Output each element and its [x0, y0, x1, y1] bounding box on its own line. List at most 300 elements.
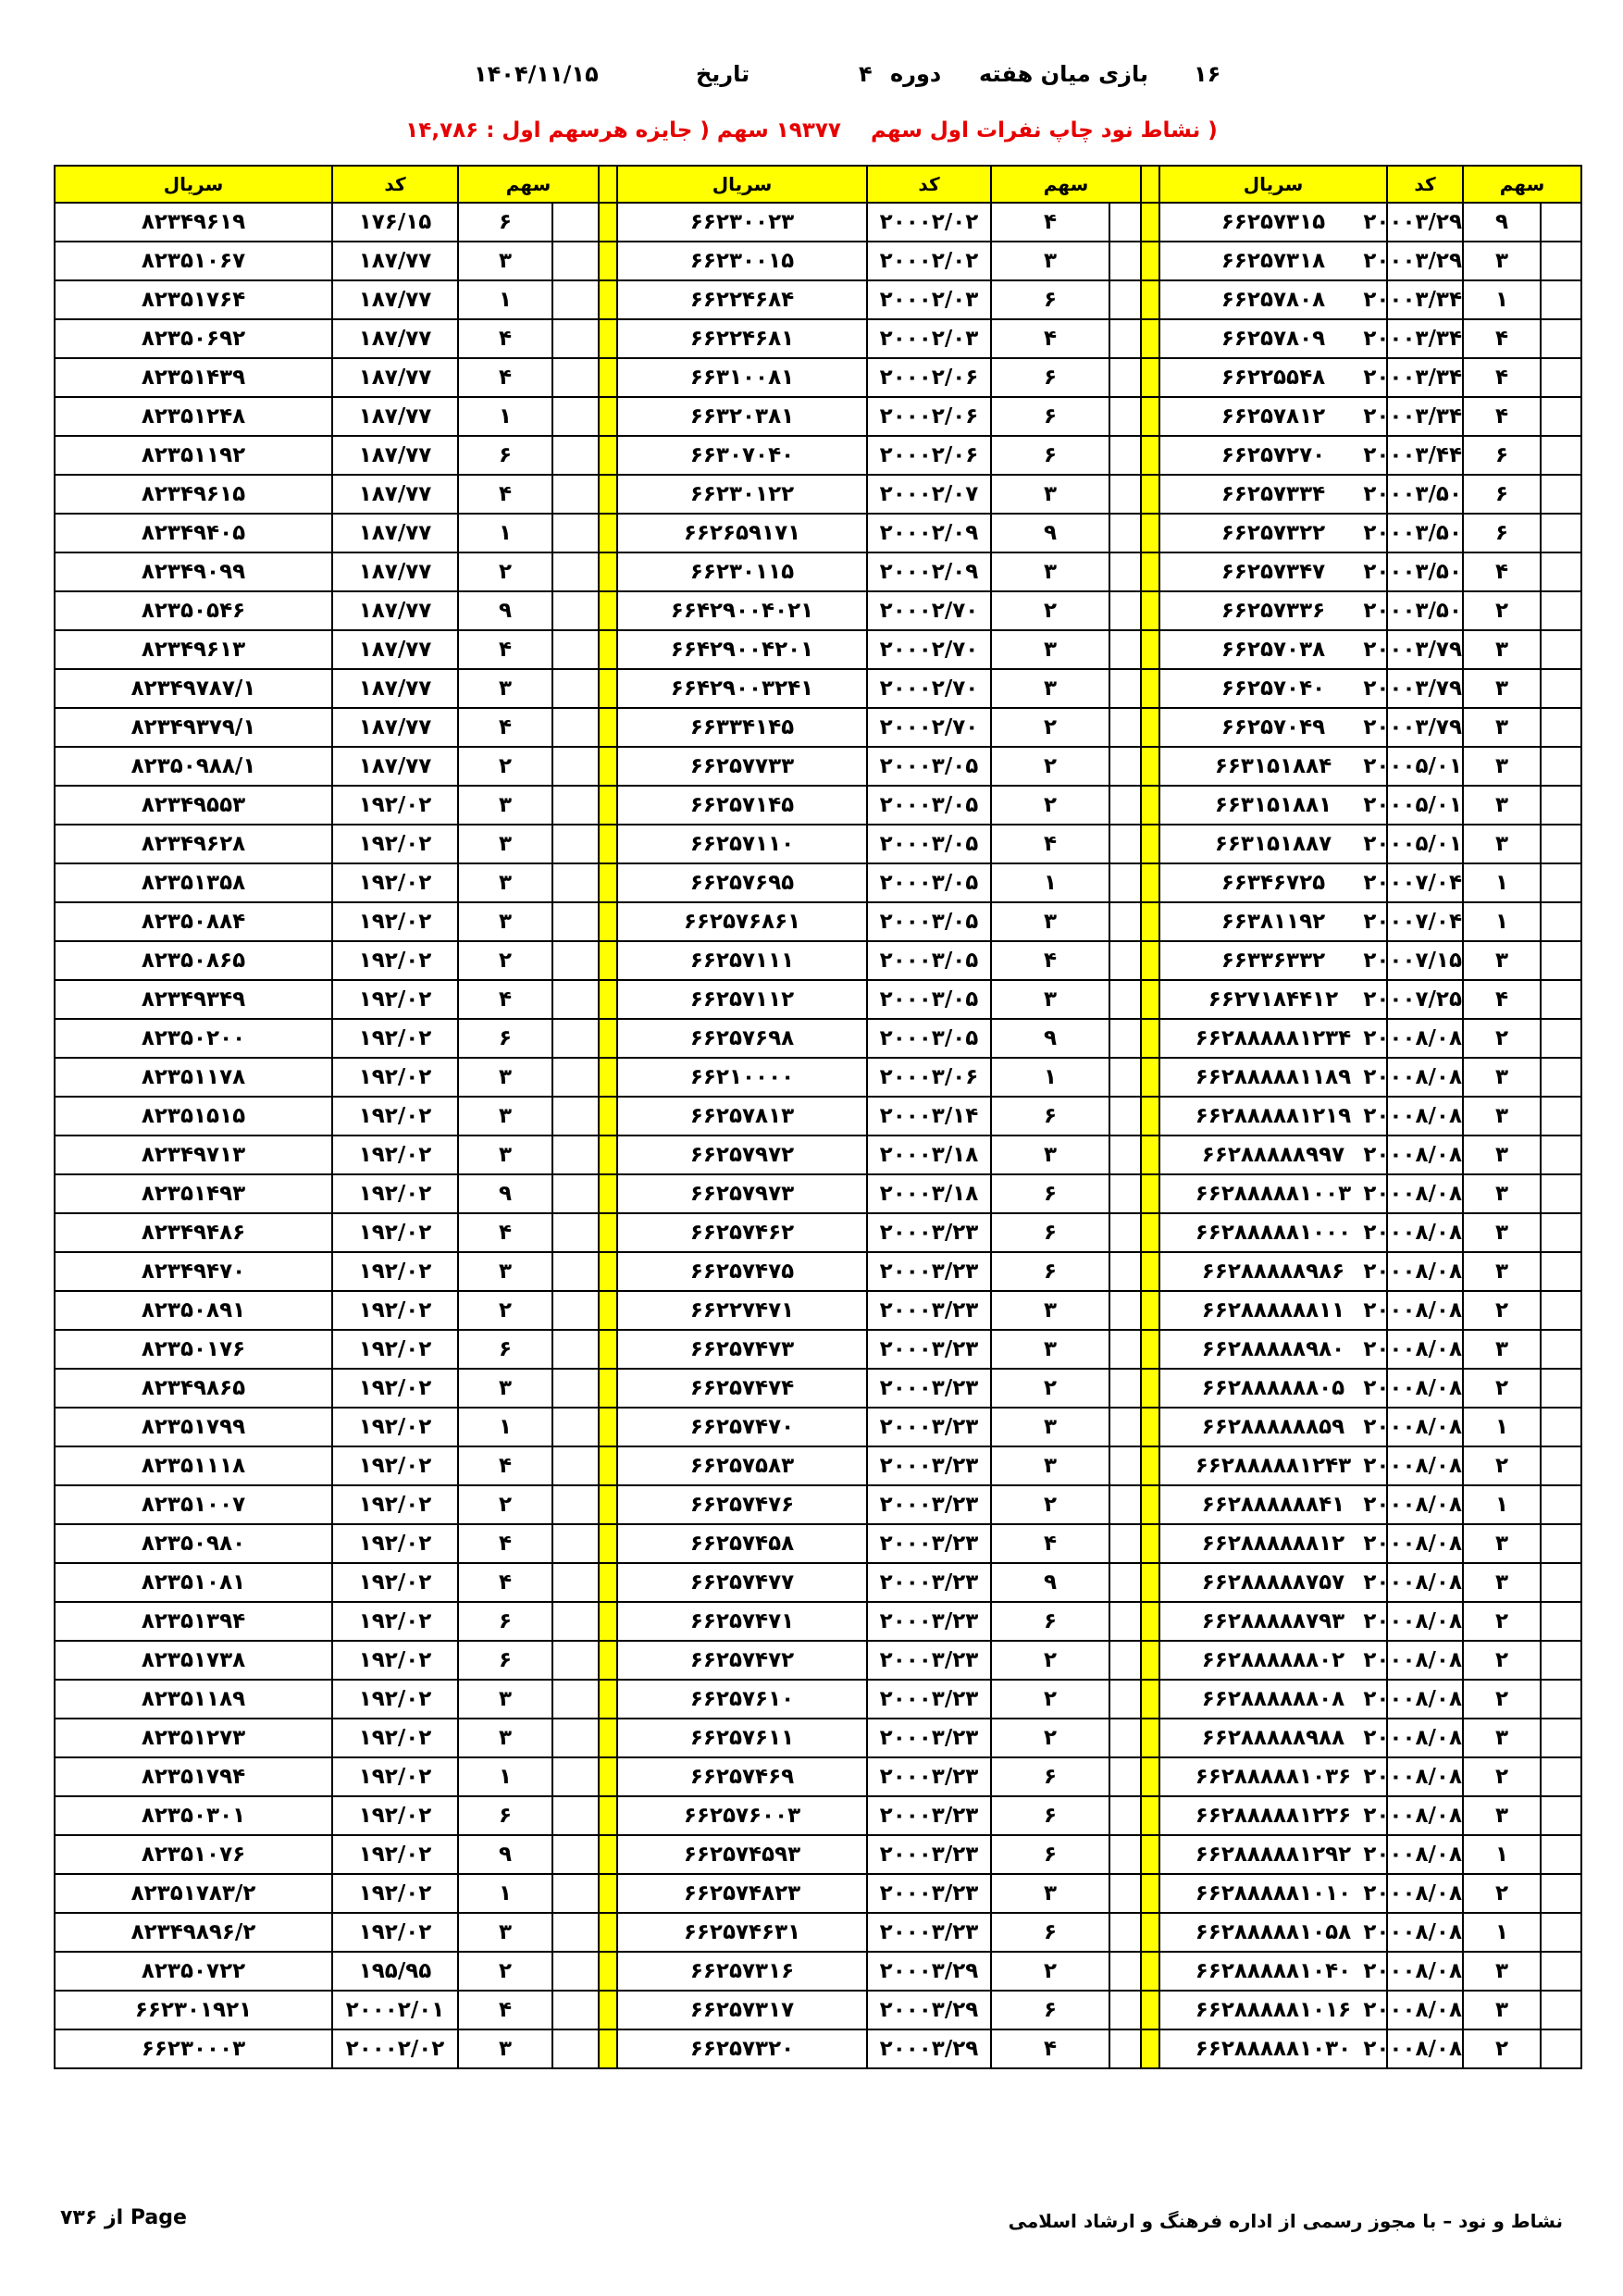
table-row [55, 1174, 1581, 1213]
cell-spacer [1109, 1485, 1141, 1524]
cell-spacer [1109, 1680, 1141, 1719]
cell-serial: ۶۶۲۵۷۸۰۹ [1159, 319, 1387, 358]
cell-share: ۳ [458, 902, 552, 941]
cell-code: ۱۹۲/۰۲ [332, 1446, 458, 1485]
cell-spacer [1541, 280, 1581, 319]
group-separator [599, 1952, 617, 1991]
cell-share: ۳ [991, 1446, 1109, 1485]
cell-spacer [1541, 2029, 1581, 2068]
cell-serial: ۶۶۲۳۰۰۲۳ [617, 203, 867, 242]
cell-serial: ۶۶۲۵۷۹۷۲ [617, 1136, 867, 1174]
cell-share: ۲ [1463, 1019, 1541, 1058]
group-separator [599, 1330, 617, 1369]
cell-code: ۱۹۵/۹۵ [332, 1952, 458, 1991]
cell-code: ۲۰۰۰۳/۷۹ [1387, 669, 1463, 708]
group-separator [1141, 1991, 1159, 2029]
cell-share: ۳ [1463, 708, 1541, 747]
group-separator [1141, 1719, 1159, 1757]
table-row [55, 242, 1581, 280]
cell-spacer [1109, 436, 1141, 475]
group-separator [1141, 242, 1159, 280]
table-row [55, 591, 1581, 630]
cell-code: ۲۰۰۰۸/۰۸ [1387, 1485, 1463, 1524]
group-separator [1141, 902, 1159, 941]
cell-code: ۲۰۰۰۲/۰۶ [867, 436, 991, 475]
cell-code: ۲۰۰۰۳/۲۹ [867, 2029, 991, 2068]
cell-share: ۲ [991, 1641, 1109, 1680]
cell-serial: ۸۲۳۵۱۱۷۸ [55, 1058, 332, 1097]
table-row [55, 552, 1581, 591]
group-separator [599, 397, 617, 436]
group-separator [1141, 1174, 1159, 1213]
cell-spacer [1541, 1019, 1581, 1058]
cell-serial: ۶۶۲۵۷۲۷۰ [1159, 436, 1387, 475]
group-separator [1141, 203, 1159, 242]
group-separator [1141, 1602, 1159, 1641]
col-header-serial: سریال [55, 166, 332, 203]
table-row [55, 1991, 1581, 2029]
cell-spacer [1109, 747, 1141, 786]
cell-spacer [1541, 1252, 1581, 1291]
period-value: ۴ [859, 61, 873, 87]
cell-code: ۲۰۰۰۳/۲۳ [867, 1913, 991, 1952]
cell-serial: ۶۶۲۸۸۸۸۸۱۰۴۰ [1159, 1952, 1387, 1991]
cell-code: ۱۹۲/۰۲ [332, 980, 458, 1019]
cell-code: ۲۰۰۰۸/۰۸ [1387, 1446, 1463, 1485]
table-row [55, 1563, 1581, 1602]
cell-spacer [552, 1136, 599, 1174]
table-row [55, 1291, 1581, 1330]
cell-code: ۱۸۷/۷۷ [332, 358, 458, 397]
cell-share: ۶ [991, 1757, 1109, 1796]
winners-summary [0, 118, 1623, 143]
cell-spacer [1109, 786, 1141, 825]
cell-share: ۱ [1463, 1408, 1541, 1446]
cell-share: ۱ [1463, 1485, 1541, 1524]
cell-share: ۱ [991, 1058, 1109, 1097]
cell-serial: ۶۶۲۸۸۸۸۸۱۰۱۰ [1159, 1874, 1387, 1913]
cell-spacer [552, 203, 599, 242]
cell-spacer [1109, 2029, 1141, 2068]
cell-share: ۲ [991, 1369, 1109, 1408]
cell-share: ۶ [458, 1602, 552, 1641]
group-separator [1141, 1913, 1159, 1952]
cell-code: ۱۹۲/۰۲ [332, 1524, 458, 1563]
cell-serial: ۶۶۲۲۴۶۸۱ [617, 319, 867, 358]
cell-spacer [1541, 1796, 1581, 1835]
table-row [55, 1874, 1581, 1913]
cell-serial: ۸۲۳۵۱۷۳۸ [55, 1641, 332, 1680]
table-row [55, 1369, 1581, 1408]
cell-spacer [1541, 1757, 1581, 1796]
table-row [55, 2029, 1581, 2068]
cell-share: ۶ [458, 1330, 552, 1369]
group-separator [1141, 1874, 1159, 1913]
cell-spacer [552, 1524, 599, 1563]
group-separator [599, 980, 617, 1019]
cell-serial: ۶۶۲۸۸۸۸۸۸۰۲ [1159, 1641, 1387, 1680]
cell-spacer [552, 786, 599, 825]
table-row [55, 708, 1581, 747]
cell-share: ۲ [1463, 1757, 1541, 1796]
cell-spacer [552, 552, 599, 591]
cell-serial: ۸۲۳۵۱۰۶۷ [55, 242, 332, 280]
cell-serial: ۸۲۳۵۰۸۶۵ [55, 941, 332, 980]
cell-spacer [1541, 1097, 1581, 1136]
cell-spacer [1109, 630, 1141, 669]
cell-share: ۳ [991, 1408, 1109, 1446]
cell-serial: ۶۶۲۸۸۸۸۸۱۰۰۳ [1159, 1174, 1387, 1213]
game-name: بازی میان هفته [979, 61, 1148, 87]
cell-share: ۳ [458, 1913, 552, 1952]
cell-spacer [1541, 630, 1581, 669]
cell-spacer [1541, 1913, 1581, 1952]
group-separator [1141, 1369, 1159, 1408]
cell-share: ۳ [991, 902, 1109, 941]
cell-code: ۲۰۰۰۳/۳۴ [1387, 358, 1463, 397]
cell-code: ۲۰۰۰۳/۵۰ [1387, 475, 1463, 514]
group-separator [1141, 980, 1159, 1019]
license-note: نشاط و نود – با مجوز رسمی از اداره فرهنگ و ارشاد اسلامی [1008, 2210, 1563, 2232]
cell-share: ۳ [458, 863, 552, 902]
group-separator [599, 1291, 617, 1330]
cell-share: ۳ [991, 630, 1109, 669]
cell-spacer [1541, 1991, 1581, 2029]
cell-share: ۶ [991, 358, 1109, 397]
cell-code: ۲۰۰۰۳/۲۹ [1387, 242, 1463, 280]
group-separator [1141, 514, 1159, 552]
cell-spacer [552, 1641, 599, 1680]
cell-share: ۱ [1463, 280, 1541, 319]
cell-code: ۲۰۰۰۳/۱۸ [867, 1174, 991, 1213]
cell-serial: ۸۲۳۵۱۱۹۲ [55, 436, 332, 475]
cell-serial: ۸۲۳۵۰۹۸۰ [55, 1524, 332, 1563]
group-separator [599, 1796, 617, 1835]
cell-serial: ۶۶۳۳۶۳۳۲ [1159, 941, 1387, 980]
cell-spacer [552, 863, 599, 902]
cell-spacer [1109, 902, 1141, 941]
group-separator [1141, 358, 1159, 397]
cell-code: ۱۹۲/۰۲ [332, 1291, 458, 1330]
cell-code: ۲۰۰۰۲/۷۰ [867, 669, 991, 708]
cell-share: ۱ [1463, 863, 1541, 902]
cell-spacer [1109, 1757, 1141, 1796]
cell-spacer [1541, 1485, 1581, 1524]
cell-spacer [1109, 242, 1141, 280]
cell-code: ۲۰۰۰۳/۷۹ [1387, 630, 1463, 669]
cell-code: ۲۰۰۰۳/۲۳ [867, 1446, 991, 1485]
cell-share: ۲ [1463, 1291, 1541, 1330]
cell-serial: ۶۶۲۸۸۸۸۸۷۹۳ [1159, 1602, 1387, 1641]
cell-spacer [1541, 786, 1581, 825]
cell-code: ۲۰۰۰۸/۰۸ [1387, 1524, 1463, 1563]
cell-share: ۳ [1463, 1719, 1541, 1757]
cell-code: ۲۰۰۰۳/۰۵ [867, 825, 991, 863]
cell-spacer [1109, 358, 1141, 397]
cell-serial: ۸۲۳۵۱۰۸۱ [55, 1563, 332, 1602]
cell-share: ۶ [458, 1641, 552, 1680]
cell-share: ۹ [991, 1563, 1109, 1602]
group-separator [599, 1097, 617, 1136]
cell-code: ۱۹۲/۰۲ [332, 1097, 458, 1136]
cell-spacer [1541, 475, 1581, 514]
cell-share: ۳ [1463, 630, 1541, 669]
cell-serial: ۸۲۳۴۹۳۴۹ [55, 980, 332, 1019]
table-row [55, 902, 1581, 941]
cell-spacer [552, 1174, 599, 1213]
cell-code: ۲۰۰۰۲/۰۷ [867, 475, 991, 514]
group-separator [1141, 2029, 1159, 2068]
cell-spacer [1541, 591, 1581, 630]
cell-share: ۶ [1463, 475, 1541, 514]
cell-share: ۳ [458, 1680, 552, 1719]
cell-code: ۲۰۰۰۳/۲۳ [867, 1213, 991, 1252]
cell-share: ۲ [458, 1952, 552, 1991]
group-separator [1141, 825, 1159, 863]
date-value: ۱۴۰۴/۱۱/۱۵ [474, 61, 599, 87]
cell-spacer [552, 1757, 599, 1796]
col-header-serial: سریال [1159, 166, 1387, 203]
cell-spacer [552, 242, 599, 280]
cell-share: ۳ [1463, 1563, 1541, 1602]
cell-share: ۳ [1463, 1252, 1541, 1291]
cell-code: ۲۰۰۰۸/۰۸ [1387, 1213, 1463, 1252]
cell-share: ۹ [458, 591, 552, 630]
cell-code: ۲۰۰۰۸/۰۸ [1387, 1991, 1463, 2029]
cell-spacer [552, 1408, 599, 1446]
group-separator [599, 1485, 617, 1524]
cell-spacer [1109, 1369, 1141, 1408]
cell-spacer [1109, 1136, 1141, 1174]
cell-spacer [552, 514, 599, 552]
cell-spacer [552, 1330, 599, 1369]
cell-code: ۲۰۰۰۸/۰۸ [1387, 1136, 1463, 1174]
cell-share: ۶ [991, 1213, 1109, 1252]
cell-share: ۳ [458, 669, 552, 708]
cell-code: ۱۹۲/۰۲ [332, 1874, 458, 1913]
cell-code: ۲۰۰۰۳/۲۹ [867, 1952, 991, 1991]
cell-code: ۲۰۰۰۸/۰۸ [1387, 1408, 1463, 1446]
table-row [55, 514, 1581, 552]
cell-share: ۳ [991, 242, 1109, 280]
table-row [55, 1680, 1581, 1719]
cell-share: ۴ [458, 1563, 552, 1602]
cell-serial: ۸۲۳۵۱۵۱۵ [55, 1097, 332, 1136]
cell-code: ۲۰۰۰۷/۰۴ [1387, 863, 1463, 902]
group-separator [599, 475, 617, 514]
cell-serial: ۶۶۲۵۷۳۱۵ [1159, 203, 1387, 242]
cell-code: ۲۰۰۰۲/۰۲ [867, 242, 991, 280]
group-separator [599, 1874, 617, 1913]
cell-spacer [1541, 980, 1581, 1019]
cell-serial: ۸۲۳۴۹۶۲۸ [55, 825, 332, 863]
cell-serial: ۸۲۳۵۰۸۹۱ [55, 1291, 332, 1330]
group-separator [599, 1369, 617, 1408]
cell-code: ۲۰۰۰۷/۱۵ [1387, 941, 1463, 980]
cell-spacer [1541, 1874, 1581, 1913]
cell-code: ۲۰۰۰۸/۰۸ [1387, 1369, 1463, 1408]
cell-spacer [1541, 319, 1581, 358]
cell-share: ۴ [1463, 319, 1541, 358]
cell-serial: ۶۶۲۵۷۱۴۵ [617, 786, 867, 825]
group-separator [1141, 1408, 1159, 1446]
cell-serial: ۸۲۳۵۰۹۸۸/۱ [55, 747, 332, 786]
table-row [55, 203, 1581, 242]
cell-spacer [1541, 1952, 1581, 1991]
cell-code: ۲۰۰۰۲/۷۰ [867, 591, 991, 630]
cell-serial: ۶۶۲۲۷۴۷۱ [617, 1291, 867, 1330]
cell-spacer [552, 1097, 599, 1136]
cell-spacer [1541, 1602, 1581, 1641]
cell-spacer [1541, 1719, 1581, 1757]
cell-serial: ۸۲۳۵۱۰۰۷ [55, 1485, 332, 1524]
cell-spacer [1109, 1408, 1141, 1446]
cell-serial: ۶۶۲۸۸۸۸۸۸۱۲ [1159, 1524, 1387, 1563]
group-separator [599, 630, 617, 669]
group-separator [1141, 436, 1159, 475]
cell-share: ۲ [991, 1952, 1109, 1991]
cell-serial: ۶۶۲۵۷۴۵۸ [617, 1524, 867, 1563]
cell-share: ۳ [991, 980, 1109, 1019]
cell-code: ۲۰۰۰۳/۷۹ [1387, 708, 1463, 747]
cell-serial: ۶۶۳۸۱۱۹۲ [1159, 902, 1387, 941]
cell-share: ۶ [991, 1913, 1109, 1952]
cell-code: ۲۰۰۰۸/۰۸ [1387, 1563, 1463, 1602]
cell-code: ۲۰۰۰۲/۷۰ [867, 708, 991, 747]
cell-share: ۳ [991, 1136, 1109, 1174]
cell-serial: ۶۶۲۵۷۴۶۳۱ [617, 1913, 867, 1952]
group-separator [599, 2029, 617, 2068]
cell-spacer [1109, 280, 1141, 319]
cell-share: ۲ [991, 1485, 1109, 1524]
cell-code: ۱۹۲/۰۲ [332, 1213, 458, 1252]
cell-code: ۲۰۰۰۷/۲۵ [1387, 980, 1463, 1019]
cell-code: ۲۰۰۰۸/۰۸ [1387, 1058, 1463, 1097]
cell-code: ۱۹۲/۰۲ [332, 1913, 458, 1952]
cell-spacer [1109, 941, 1141, 980]
table-row [55, 941, 1581, 980]
group-separator [599, 902, 617, 941]
cell-code: ۲۰۰۰۲/۰۳ [867, 319, 991, 358]
group-separator [599, 1913, 617, 1952]
cell-spacer [1541, 902, 1581, 941]
cell-serial: ۶۶۲۸۸۸۸۸۸۰۵ [1159, 1369, 1387, 1408]
cell-share: ۲ [458, 941, 552, 980]
cell-code: ۲۰۰۰۳/۰۵ [867, 786, 991, 825]
cell-share: ۲ [1463, 1680, 1541, 1719]
cell-code: ۱۷۶/۱۵ [332, 203, 458, 242]
table-row [55, 319, 1581, 358]
cell-share: ۳ [1463, 1097, 1541, 1136]
cell-share: ۴ [458, 1446, 552, 1485]
cell-share: ۱ [1463, 902, 1541, 941]
cell-spacer [552, 1913, 599, 1952]
table-row [55, 1835, 1581, 1874]
cell-code: ۱۹۲/۰۲ [332, 902, 458, 941]
cell-serial: ۸۲۳۴۹۵۵۳ [55, 786, 332, 825]
cell-code: ۲۰۰۰۸/۰۸ [1387, 1641, 1463, 1680]
group-separator [1141, 1291, 1159, 1330]
cell-spacer [552, 1563, 599, 1602]
group-separator [599, 1835, 617, 1874]
group-separator [1141, 669, 1159, 708]
table-row [55, 280, 1581, 319]
winners-table [54, 165, 1582, 2069]
group-separator [599, 1252, 617, 1291]
cell-share: ۶ [991, 280, 1109, 319]
cell-code: ۲۰۰۰۵/۰۱ [1387, 825, 1463, 863]
cell-serial: ۶۶۲۳۰۰۱۵ [617, 242, 867, 280]
cell-serial: ۸۲۳۵۱۱۸۹ [55, 1680, 332, 1719]
cell-serial: ۶۶۲۵۷۴۸۲۳ [617, 1874, 867, 1913]
cell-spacer [552, 2029, 599, 2068]
table-row [55, 1952, 1581, 1991]
cell-code: ۲۰۰۰۸/۰۸ [1387, 1330, 1463, 1369]
cell-spacer [552, 1991, 599, 2029]
cell-code: ۲۰۰۰۳/۲۳ [867, 1369, 991, 1408]
cell-spacer [552, 941, 599, 980]
cell-code: ۲۰۰۰۳/۰۶ [867, 1058, 991, 1097]
group-separator [1141, 786, 1159, 825]
cell-share: ۳ [1463, 786, 1541, 825]
cell-code: ۱۹۲/۰۲ [332, 1680, 458, 1719]
cell-share: ۶ [991, 1252, 1109, 1291]
cell-code: ۲۰۰۰۲/۰۲ [867, 203, 991, 242]
cell-share: ۴ [1463, 552, 1541, 591]
header-spacer [599, 166, 617, 203]
cell-code: ۱۹۲/۰۲ [332, 1796, 458, 1835]
cell-spacer [552, 436, 599, 475]
group-separator [599, 708, 617, 747]
cell-serial: ۶۶۲۵۷۳۲۰ [617, 2029, 867, 2068]
cell-code: ۲۰۰۰۳/۲۳ [867, 1835, 991, 1874]
cell-serial: ۸۲۳۵۰۲۰۰ [55, 1019, 332, 1058]
cell-code: ۱۸۷/۷۷ [332, 475, 458, 514]
cell-serial: ۶۶۲۵۷۴۵۹۳ [617, 1835, 867, 1874]
group-separator [599, 825, 617, 863]
cell-serial: ۶۶۲۳۰۱۹۲۱ [55, 1991, 332, 2029]
cell-serial: ۶۶۳۱۵۱۸۸۴ [1159, 747, 1387, 786]
cell-spacer [1109, 1174, 1141, 1213]
cell-code: ۱۸۷/۷۷ [332, 514, 458, 552]
cell-serial: ۶۶۲۵۷۴۷۷ [617, 1563, 867, 1602]
cell-serial: ۶۶۲۵۷۸۱۳ [617, 1097, 867, 1136]
cell-share: ۳ [991, 475, 1109, 514]
group-separator [1141, 1485, 1159, 1524]
cell-spacer [1109, 863, 1141, 902]
cell-share: ۱ [458, 280, 552, 319]
cell-share: ۲ [458, 1291, 552, 1330]
cell-share: ۹ [991, 1019, 1109, 1058]
cell-code: ۲۰۰۰۳/۰۵ [867, 980, 991, 1019]
cell-serial: ۸۲۳۵۰۷۲۲ [55, 1952, 332, 1991]
cell-serial: ۶۶۲۸۸۸۸۸۱۰۳۶ [1159, 1757, 1387, 1796]
group-separator [1141, 1524, 1159, 1563]
cell-spacer [1109, 1991, 1141, 2029]
cell-spacer [1109, 1641, 1141, 1680]
cell-share: ۲ [1463, 1446, 1541, 1485]
cell-spacer [1109, 1835, 1141, 1874]
group-separator [599, 863, 617, 902]
cell-share: ۳ [1463, 1213, 1541, 1252]
cell-serial: ۸۲۳۵۰۱۷۶ [55, 1330, 332, 1369]
cell-spacer [1541, 1291, 1581, 1330]
cell-serial: ۶۶۲۵۷۴۷۰ [617, 1408, 867, 1446]
cell-spacer [1541, 1213, 1581, 1252]
cell-share: ۳ [991, 1874, 1109, 1913]
cell-code: ۱۹۲/۰۲ [332, 1174, 458, 1213]
cell-code: ۱۹۲/۰۲ [332, 1369, 458, 1408]
